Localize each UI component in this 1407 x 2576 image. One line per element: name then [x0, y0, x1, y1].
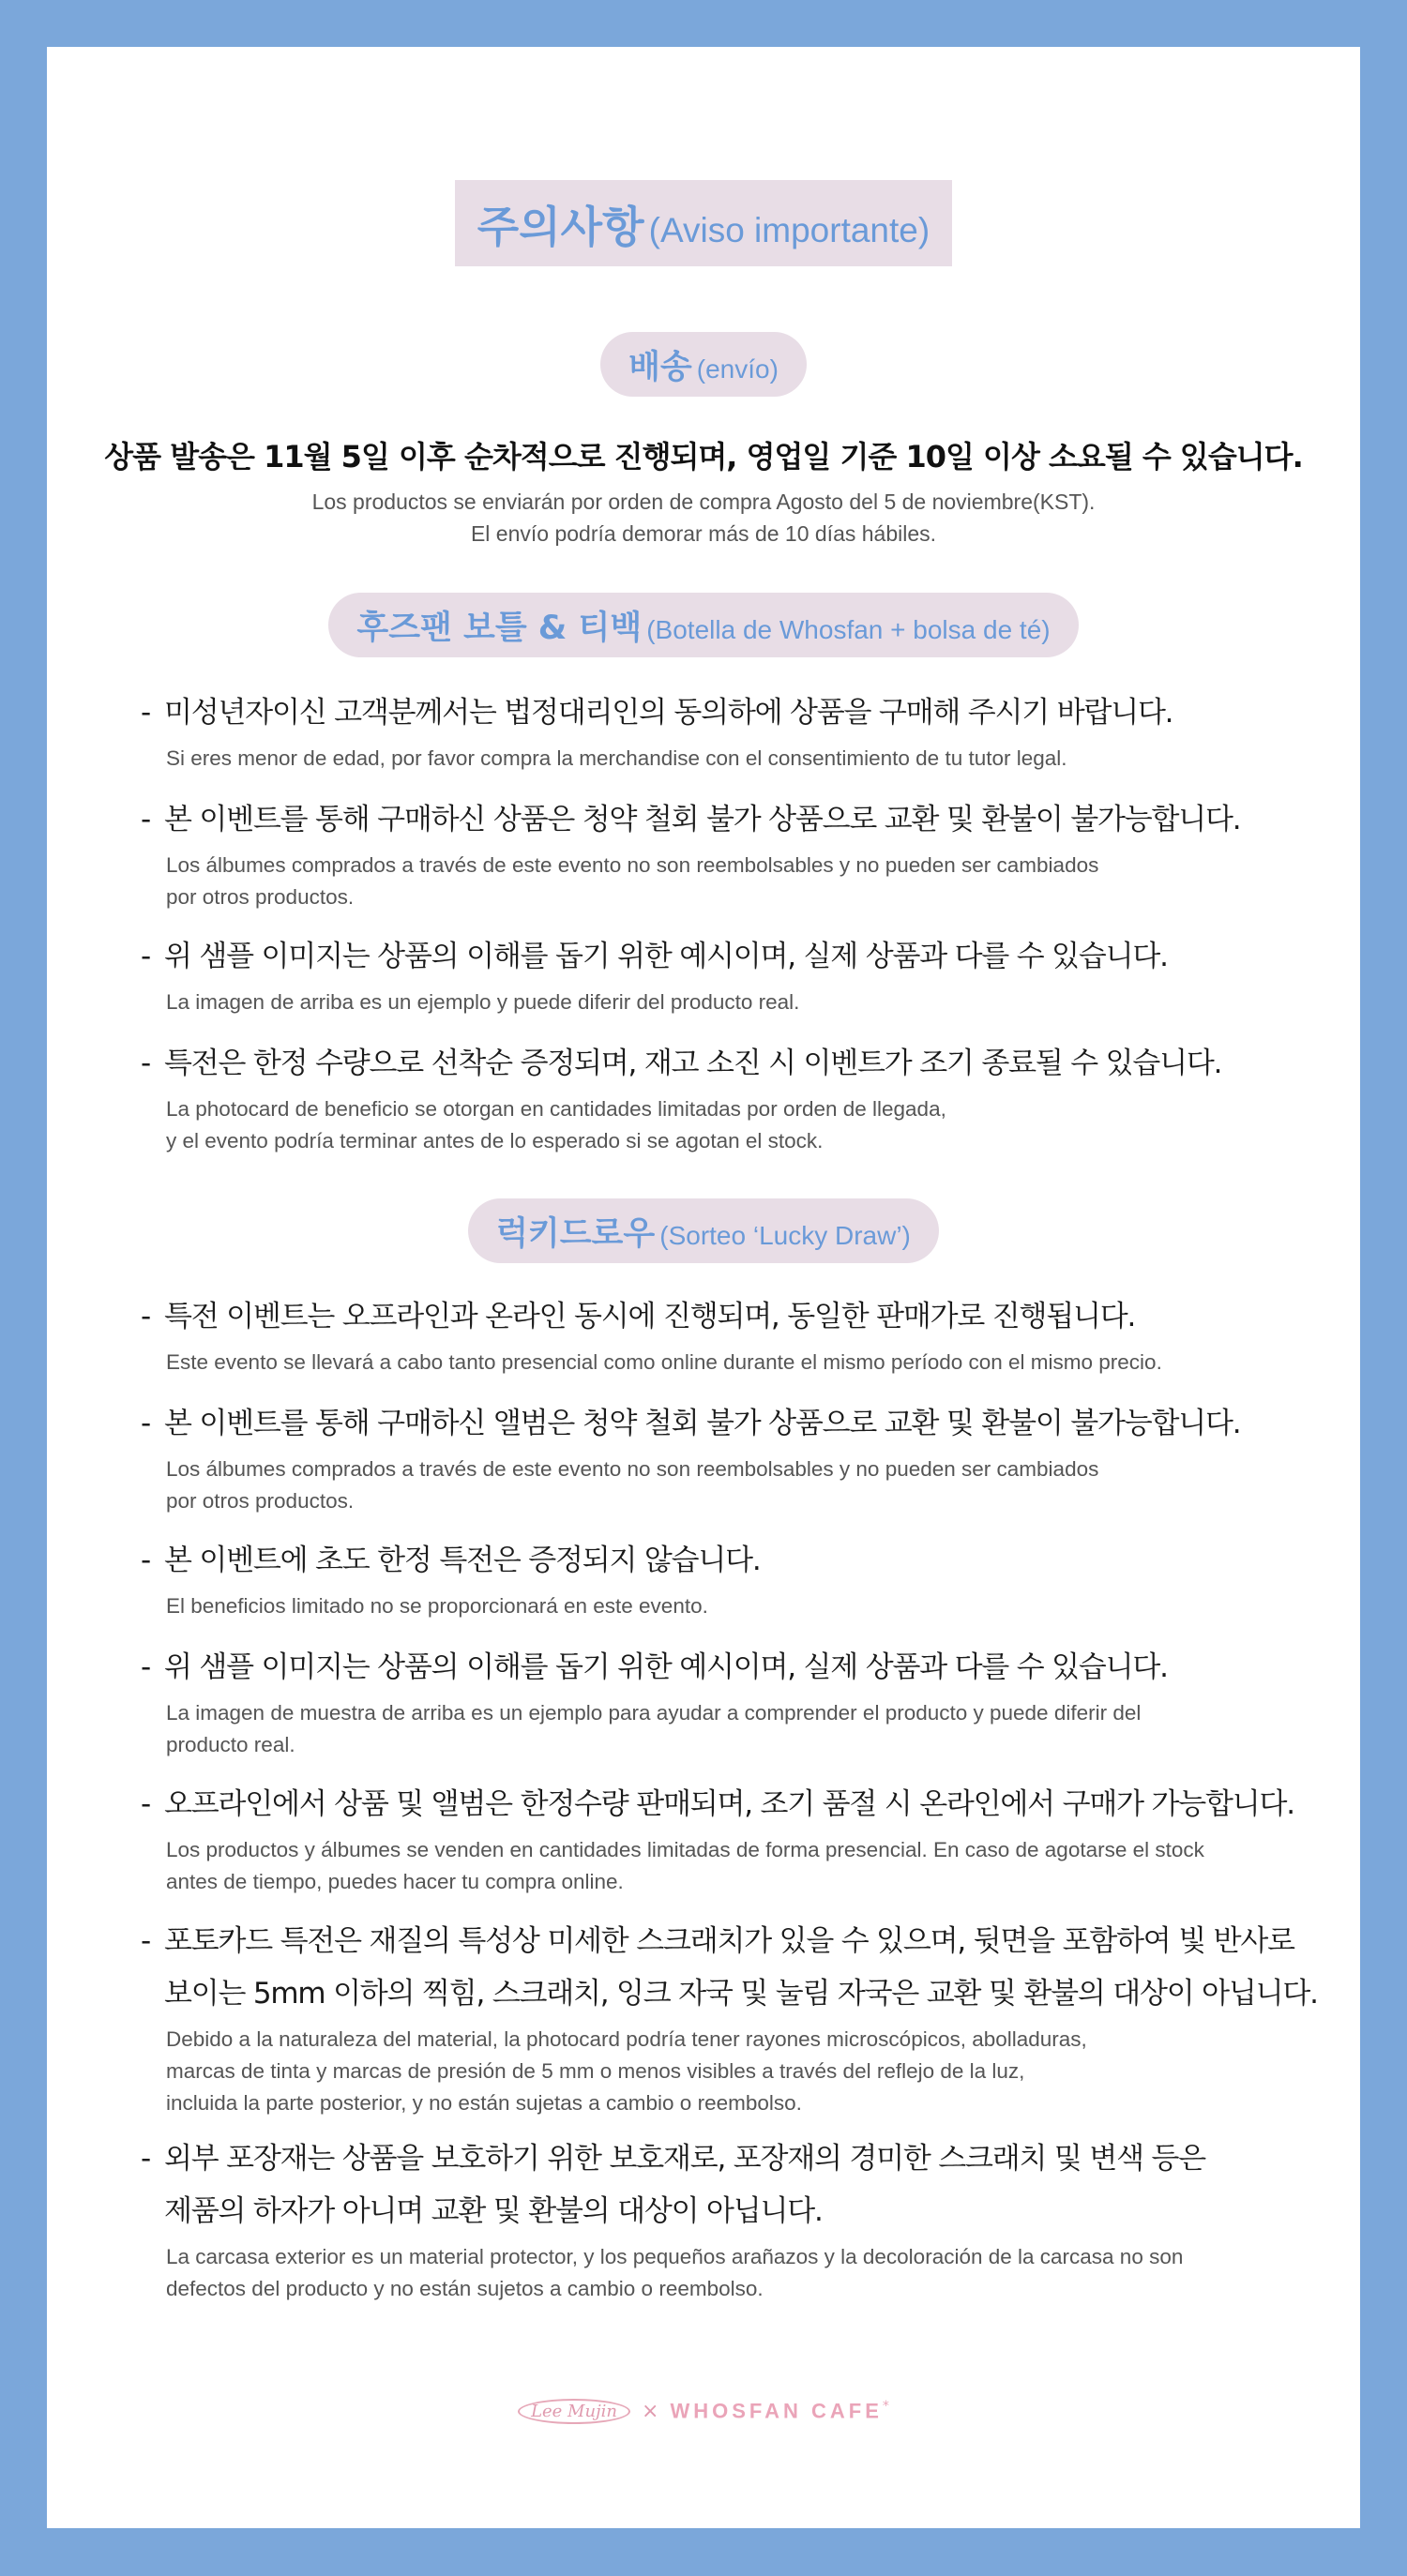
star-icon: * [882, 2399, 889, 2414]
item-es [141, 743, 1323, 775]
bottle-item [141, 1041, 1323, 1157]
item-ko-line: 외부 포장재는 상품을 보호하기 위한 보호재로, 포장재의 경미한 스크래치 및 변색 등은 [164, 2142, 1205, 2176]
lucky-heading-es: (Sorteo ‘Lucky Draw’) [659, 1221, 911, 1250]
item-ko-line: 특전은 한정 수량으로 선착순 증정되며, 재고 소진 시 이벤트가 조기 종료될 수 있습니다. [164, 1047, 1222, 1080]
item-es-line: producto real. [166, 1733, 295, 1756]
lucky-item [141, 1294, 1323, 1378]
item-ko-line: 위 샘플 이미지는 상품의 이해를 돕기 위한 예시이며, 실제 상품과 다를 수 있습니다. [164, 1650, 1168, 1684]
page-title-es: (Aviso importante) [648, 211, 930, 249]
item-es [141, 1093, 1323, 1157]
item-ko-line: 포토카드 특전은 재질의 특성상 미세한 스크래치가 있을 수 있으며, 뒷면을 포함하여 빛 반사로 [164, 1924, 1294, 1958]
lucky-item [141, 1401, 1323, 1517]
item-ko: - 본 이벤트를 통해 구매하신 앨범은 청약 철회 불가 상품으로 교환 및 환불이 불가능합니다. [141, 1401, 1323, 1446]
item-es [141, 2024, 1323, 2119]
bottle-item [141, 934, 1323, 1018]
item-es-line: Debido a la naturaleza del material, la photocard podría tener rayones microscópicos, abolladuras, [166, 2027, 1087, 2051]
item-ko-line: 본 이벤트를 통해 구매하신 앨범은 청약 철회 불가 상품으로 교환 및 환불이 불가능합니다. [164, 1407, 1241, 1440]
lucky-heading-wrap [47, 1198, 1360, 1263]
item-es [141, 1590, 1323, 1622]
item-es [141, 1697, 1323, 1761]
item-ko: - 본 이벤트에 초도 한정 특전은 증정되지 않습니다. [141, 1538, 1323, 1583]
item-ko: - 미성년자이신 고객분께서는 법정대리인의 동의하에 상품을 구매해 주시기 바랍니다. [141, 690, 1323, 735]
item-es-line: Los álbumes comprados a través de este evento no son reembolsables y no pueden ser cambiados [166, 853, 1099, 877]
item-es-line: incluida la parte posterior, y no están sujetas a cambio o reembolso. [166, 2091, 802, 2115]
item-es-line: por otros productos. [166, 1489, 355, 1513]
bottle-heading-wrap [47, 593, 1360, 657]
lucky-item [141, 1919, 1323, 2119]
page-title [455, 180, 952, 266]
shipping-heading-wrap [47, 332, 1360, 397]
item-es-line: La imagen de muestra de arriba es un ejemplo para ayudar a comprender el producto y puede diferir del [166, 1701, 1142, 1725]
bottle-heading-ko: 후즈팬 보틀 & 티백 [356, 610, 643, 647]
shipping-notice-es-line: El envío podría demorar más de 10 días hábiles. [470, 521, 937, 546]
item-es-line: defectos del producto y no están sujetos a cambio o reembolso. [166, 2277, 764, 2300]
item-es [141, 987, 1323, 1018]
shipping-notice-es-line: Los productos se enviarán por orden de compra Agosto del 5 de noviembre(KST). [311, 490, 1096, 514]
item-ko: - 위 샘플 이미지는 상품의 이해를 돕기 위한 예시이며, 실제 상품과 다를 수 있습니다. [141, 1645, 1323, 1690]
item-ko: - 오프라인에서 상품 및 앨범은 한정수량 판매되며, 조기 품절 시 온라인에서 구매가 가능합니다. [141, 1782, 1323, 1827]
item-es-line: Este evento se llevará a cabo tanto presencial como online durante el mismo período con el mismo precio. [166, 1350, 1162, 1374]
lucky-draw-heading [468, 1198, 939, 1263]
footer-logos [47, 2399, 1360, 2424]
shipping-heading-es: (envío) [696, 354, 779, 384]
item-ko-line: 오프라인에서 상품 및 앨범은 한정수량 판매되며, 조기 품절 시 온라인에서 구매가 가능합니다. [164, 1787, 1294, 1821]
item-ko-line: 본 이벤트를 통해 구매하신 상품은 청약 철회 불가 상품으로 교환 및 환불이 불가능합니다. [164, 803, 1241, 836]
item-ko: - 본 이벤트를 통해 구매하신 상품은 청약 철회 불가 상품으로 교환 및 환불이 불가능합니다. [141, 797, 1323, 842]
lucky-heading-ko: 럭키드로우 [496, 1215, 656, 1253]
item-es-line: antes de tiempo, puedes hacer tu compra online. [166, 1870, 624, 1893]
lee-mujin-logo: Lee Mujin [518, 2399, 630, 2424]
item-es [141, 1834, 1323, 1898]
lucky-item [141, 1782, 1323, 1898]
whosfan-cafe-logo: WHOSFAN CAFE [670, 2399, 883, 2423]
notice-card [47, 47, 1360, 2528]
lucky-item [141, 2136, 1323, 2305]
page-title-wrap [47, 180, 1360, 266]
lucky-item [141, 1538, 1323, 1622]
collab-separator: × [642, 2400, 659, 2423]
bottle-heading [328, 593, 1078, 657]
item-ko-line: 위 샘플 이미지는 상품의 이해를 돕기 위한 예시이며, 실제 상품과 다를 수 있습니다. [164, 940, 1168, 973]
shipping-heading-ko: 배송 [628, 349, 692, 386]
shipping-heading [600, 332, 807, 397]
item-ko: - 포토카드 특전은 재질의 특성상 미세한 스크래치가 있을 수 있으며, 뒷면을 포함하여 빛 반사로 보이는 5mm 이하의 찍힘, 스크래치, 잉크 자국 및 눌림 자국은 교환 및 환불의 대상이 아닙니다. [141, 1919, 1323, 2016]
bottle-heading-es: (Botella de Whosfan + bolsa de té) [646, 615, 1051, 644]
lucky-item [141, 1645, 1323, 1761]
shipping-notice-ko: 상품 발송은 11월 5일 이후 순차적으로 진행되며, 영업일 기준 10일 이상 소요될 수 있습니다. [104, 439, 1303, 475]
item-ko-line: 본 이벤트에 초도 한정 특전은 증정되지 않습니다. [164, 1544, 761, 1577]
item-es [141, 850, 1323, 913]
shipping-notice-es [47, 486, 1360, 550]
item-ko-line: 보이는 5mm 이하의 찍힘, 스크래치, 잉크 자국 및 눌림 자국은 교환 및 환불의 대상이 아닙니다. [164, 1977, 1318, 2011]
item-es-line: y el evento podría terminar antes de lo esperado si se agotan el stock. [166, 1129, 824, 1152]
item-es [141, 2241, 1323, 2305]
item-ko: - 외부 포장재는 상품을 보호하기 위한 보호재로, 포장재의 경미한 스크래치 및 변색 등은 제품의 하자가 아니며 교환 및 환불의 대상이 아닙니다. [141, 2136, 1323, 2234]
item-es-line: por otros productos. [166, 885, 355, 909]
page-title-ko: 주의사항 [477, 202, 644, 252]
item-es [141, 1454, 1323, 1517]
item-ko-line: 제품의 하자가 아니며 교환 및 환불의 대상이 아닙니다. [164, 2194, 823, 2228]
item-ko-line: 미성년자이신 고객분께서는 법정대리인의 동의하에 상품을 구매해 주시기 바랍니다. [164, 696, 1173, 730]
item-es-line: El beneficios limitado no se proporcionará en este evento. [166, 1594, 708, 1618]
bottle-item [141, 690, 1323, 775]
bottle-item [141, 797, 1323, 913]
item-ko: - 위 샘플 이미지는 상품의 이해를 돕기 위한 예시이며, 실제 상품과 다를 수 있습니다. [141, 934, 1323, 979]
item-es-line: marcas de tinta y marcas de presión de 5 mm o menos visibles a través del reflejo de la luz, [166, 2059, 1025, 2083]
item-es-line: La carcasa exterior es un material protector, y los pequeños arañazos y la decoloración de la carcasa no son [166, 2245, 1184, 2268]
item-ko: - 특전 이벤트는 오프라인과 온라인 동시에 진행되며, 동일한 판매가로 진행됩니다. [141, 1294, 1323, 1339]
item-es-line: La imagen de arriba es un ejemplo y puede diferir del producto real. [166, 990, 800, 1014]
item-es-line: Los productos y álbumes se venden en cantidades limitadas de forma presencial. En caso de agotarse el stock [166, 1838, 1204, 1861]
item-es [141, 1347, 1323, 1378]
item-es-line: La photocard de beneficio se otorgan en cantidades limitadas por orden de llegada, [166, 1097, 946, 1121]
item-es-line: Si eres menor de edad, por favor compra la merchandise con el consentimiento de tu tutor legal. [166, 746, 1067, 770]
item-ko-line: 특전 이벤트는 오프라인과 온라인 동시에 진행되며, 동일한 판매가로 진행됩니다. [164, 1300, 1136, 1333]
item-es-line: Los álbumes comprados a través de este evento no son reembolsables y no pueden ser cambiados [166, 1457, 1099, 1481]
item-ko: - 특전은 한정 수량으로 선착순 증정되며, 재고 소진 시 이벤트가 조기 종료될 수 있습니다. [141, 1041, 1323, 1086]
